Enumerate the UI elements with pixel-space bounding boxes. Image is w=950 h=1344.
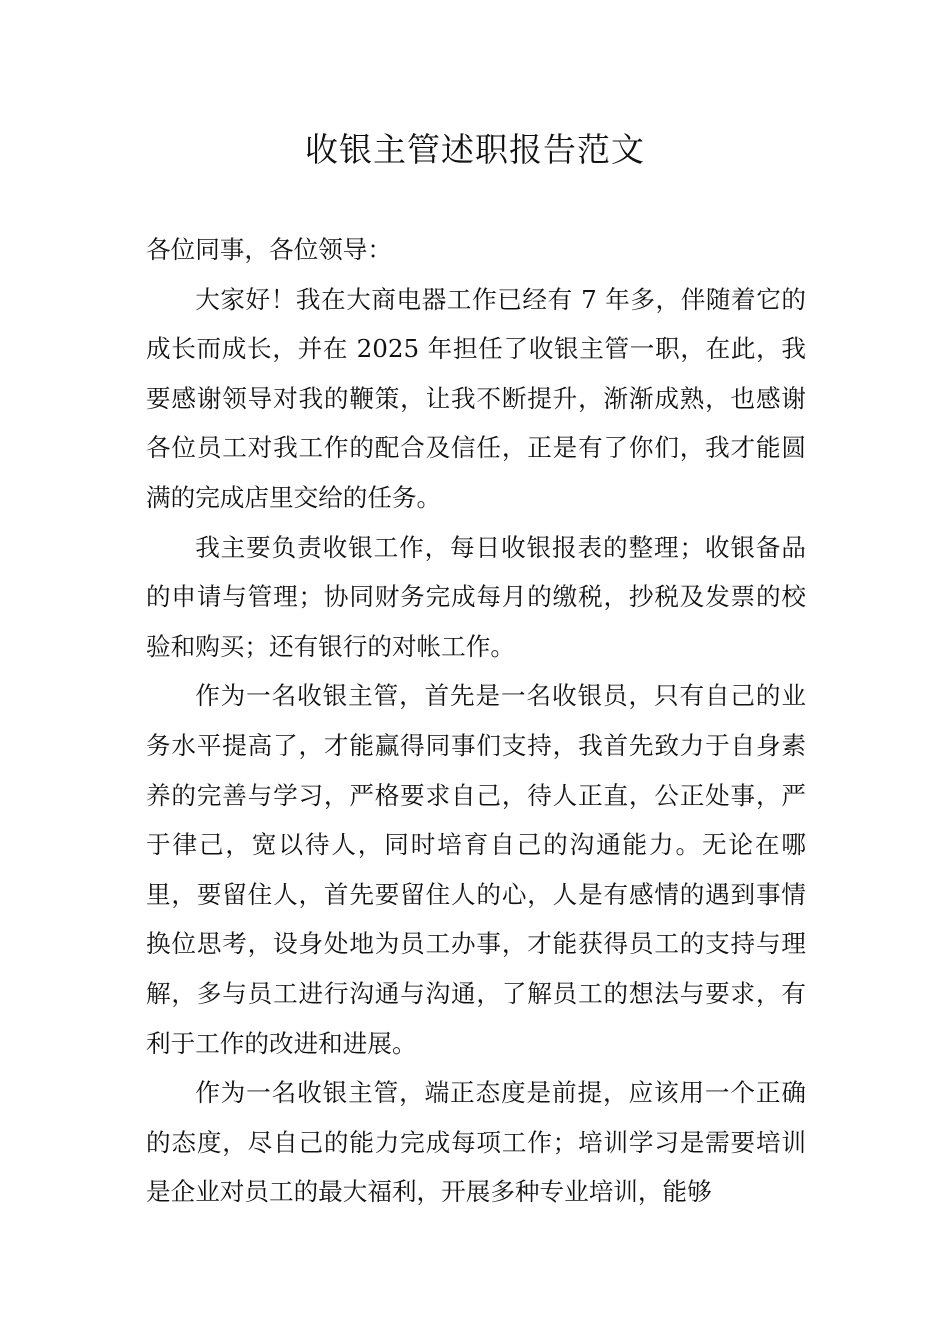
paragraph-2: 我主要负责收银工作，每日收银报表的整理；收银备品的申请与管理；协同财务完成每月的缴税，抄税及发票的校验和购买；还有银行的对帐工作。 [146, 532, 806, 661]
document-body [146, 225, 806, 1217]
greeting-line: 各位同事，各位领导： [146, 235, 392, 264]
paragraph-3: 作为一名收银主管，首先是一名收银员，只有自己的业务水平提高了，才能赢得同事们支持，我首先致力于自身素养的完善与学习，严格要求自己，待人正直，公正处事，严于律己，宽以待人，同时培育自己的沟通能力。无论在哪里，要留住人，首先要留住人的心，人是有感情的遇到事情换位思考，设身处地为员工办事，才能获得员工的支持与理解，多与员工进行沟通与沟通，了解员工的想法与要求，有利于工作的改进和进展。 [146, 681, 806, 1058]
paragraph-1: 大家好！我在大商电器工作已经有 7 年多，伴随着它的成长而成长，并在 2025 年担任了收银主管一职，在此，我要感谢领导对我的鞭策，让我不断提升，渐渐成熟，也感谢各位员工对我工作的配合及信任，正是有了你们，我才能圆满的完成店里交给的任务。 [146, 284, 806, 512]
paragraph-4: 作为一名收银主管，端正态度是前提，应该用一个正确的态度，尽自己的能力完成每项工作；培训学习是需要培训是企业对员工的最大福利，开展多种专业培训，能够 [146, 1078, 806, 1207]
document-title: 收银主管述职报告范文 [305, 130, 645, 169]
